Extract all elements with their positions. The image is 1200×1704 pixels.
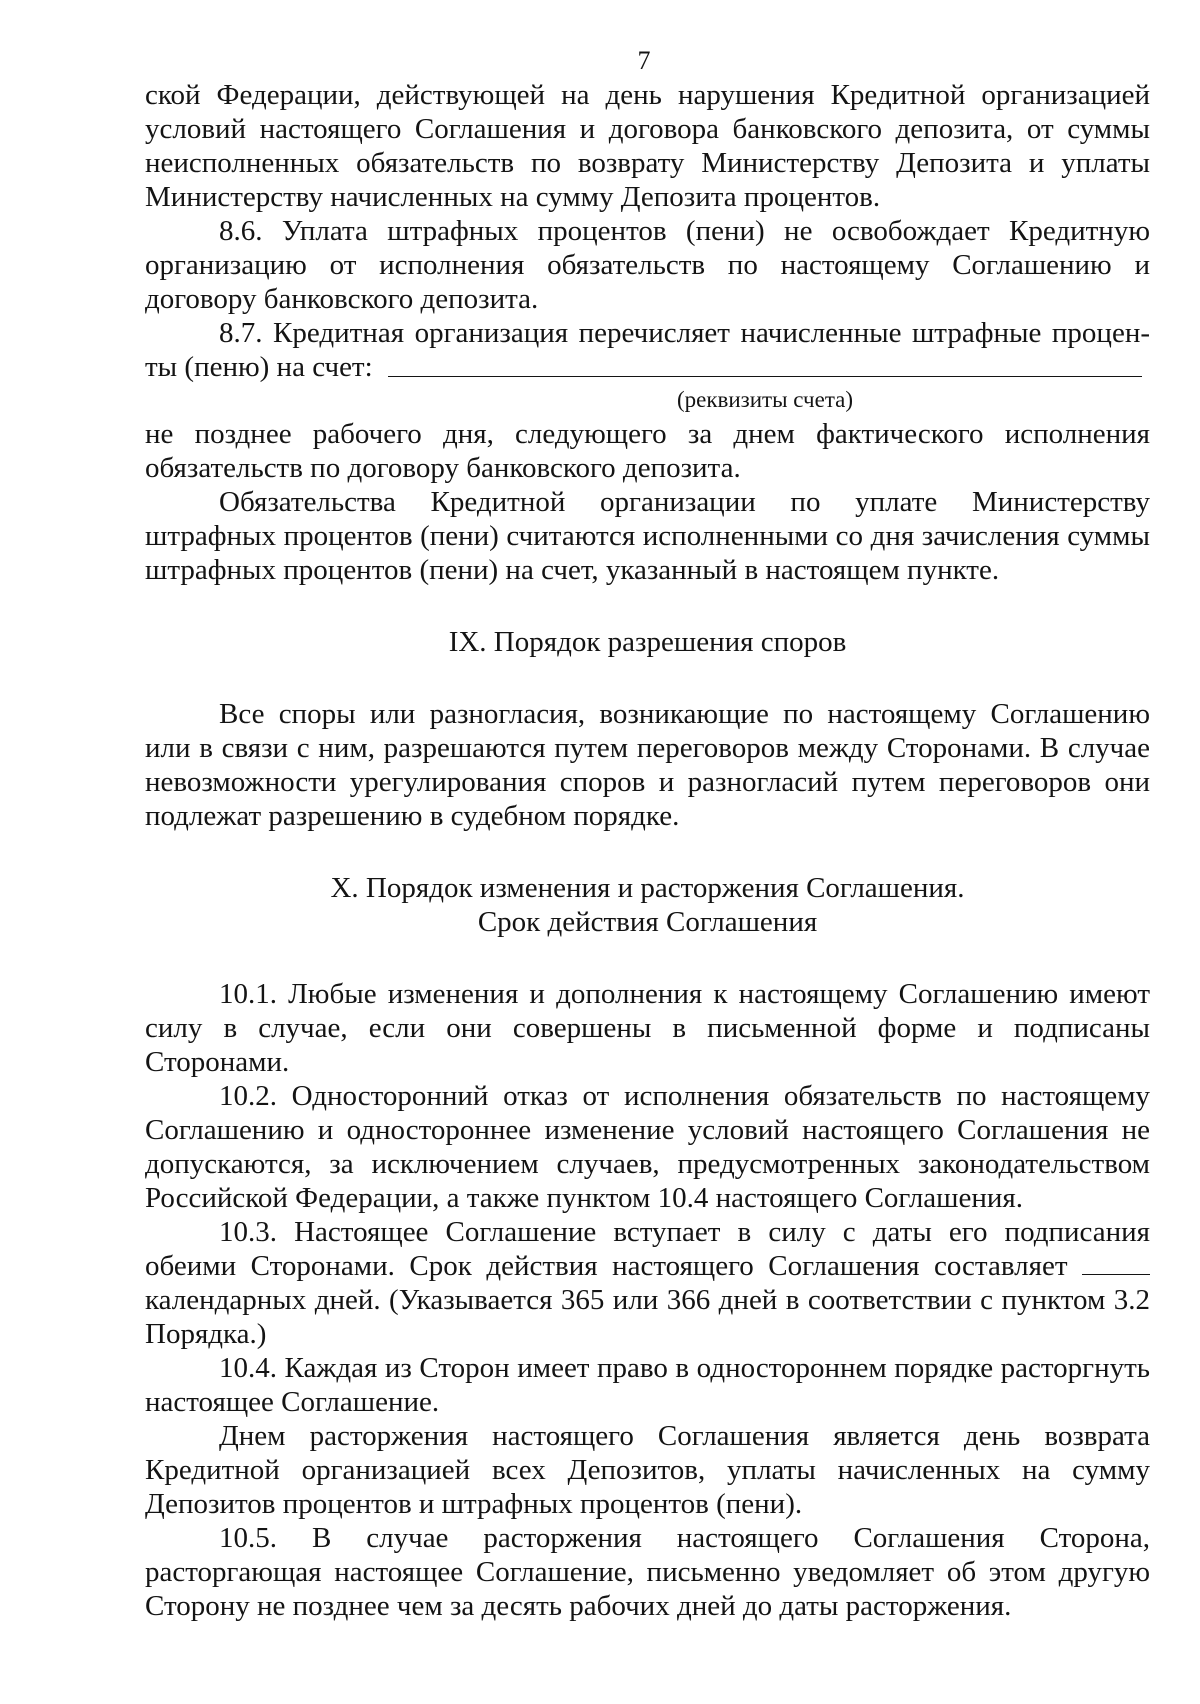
account-details-field[interactable] — [145, 350, 1150, 384]
paragraph-10-2: 10.2. Односторонний отказ от исполнения обязательств по настоящему Соглашению и одностороннее изменение условий настоящего Соглашения не допускаются, за исключением случаев, предусмотренных законодательством Российской Федерации, а также пунктом 10.4 настоящего Соглашения. — [145, 1080, 1150, 1214]
section-heading-x-line2: Срок действия Соглашения — [477, 906, 818, 938]
section-heading-x-line1: X. Порядок изменения и расторжения Соглашения. — [330, 872, 965, 904]
page-number: 7 — [637, 46, 651, 75]
paragraph-10-5: 10.5. В случае расторжения настоящего Соглашения Сторона, расторгающая настоящее Соглашение, письменно уведомляет об этом другую Сторону не позднее чем за десять рабочих дней до даты расторжения. — [145, 1522, 1150, 1622]
paragraph-10-4-termination-day: Днем расторжения настоящего Соглашения является день возврата Кредитной организацией всех Депозитов, уплаты начисленных на сумму Депозитов процентов и штрафных процентов (пени). — [145, 1420, 1150, 1520]
paragraph-8-7-obligations: Обязательства Кредитной организации по уплате Министерству штрафных процентов (пени) считаются исполненными со дня зачисления суммы штрафных процентов (пени) на счет, указанный в настоящем пункте. — [145, 486, 1150, 586]
account-field-caption: (реквизиты счета) — [676, 387, 854, 412]
paragraph-10-4: 10.4. Каждая из Сторон имеет право в одностороннем порядке расторгнуть настоящее Соглашение. — [145, 1352, 1150, 1418]
paragraph-8-6: 8.6. Уплата штрафных процентов (пени) не освобождает Кредитную организацию от исполнения обязательств по настоящему Соглашению и договору банковского депозита. — [145, 215, 1150, 315]
term-days-blank[interactable] — [1082, 1252, 1150, 1275]
paragraph-10-3 — [145, 1215, 1150, 1351]
account-field-underline — [388, 376, 1142, 377]
account-field-label: ты (пеню) на счет: — [145, 351, 373, 383]
paragraph-8-7-rest: не позднее рабочего дня, следующего за днем фактического исполнения обязательств по договору банковского депозита. — [145, 418, 1150, 484]
section-heading-ix: IX. Порядок разрешения споров — [448, 626, 847, 658]
paragraph-ix: Все споры или разногласия, возникающие по настоящему Соглашению или в связи с ним, разрешаются путем переговоров между Сторонами. В случае невозможности урегулирования споров и разногласий путем переговоров они подлежат разрешению в судебном порядке. — [145, 698, 1150, 832]
document-body — [145, 78, 1150, 1623]
paragraph-10-3-after: календарных дней. (Указывается 365 или 366 дней в соответствии с пунктом 3.2 Порядка.) — [145, 1284, 1150, 1350]
paragraph-10-3-before: 10.3. Настоящее Соглашение вступает в силу с даты его подписания обеими Сторонами. Срок действия настоящего Соглашения составляет — [145, 1216, 1150, 1282]
paragraph-8-5-continuation: ской Федерации, действующей на день нарушения Кредитной организацией условий настоящего Соглашения и договора банковского депозита, от суммы неисполненных обязательств по возврату Министерству Депозита и уплаты Министерству начисленных на сумму Депозита процентов. — [145, 79, 1150, 213]
paragraph-8-7-lead: 8.7. Кредитная организация перечисляет начисленные штрафные процен- — [219, 317, 1150, 349]
paragraph-10-1: 10.1. Любые изменения и дополнения к настоящему Соглашению имеют силу в случае, если они совершены в письменной форме и подписаны Сторонами. — [145, 978, 1150, 1078]
